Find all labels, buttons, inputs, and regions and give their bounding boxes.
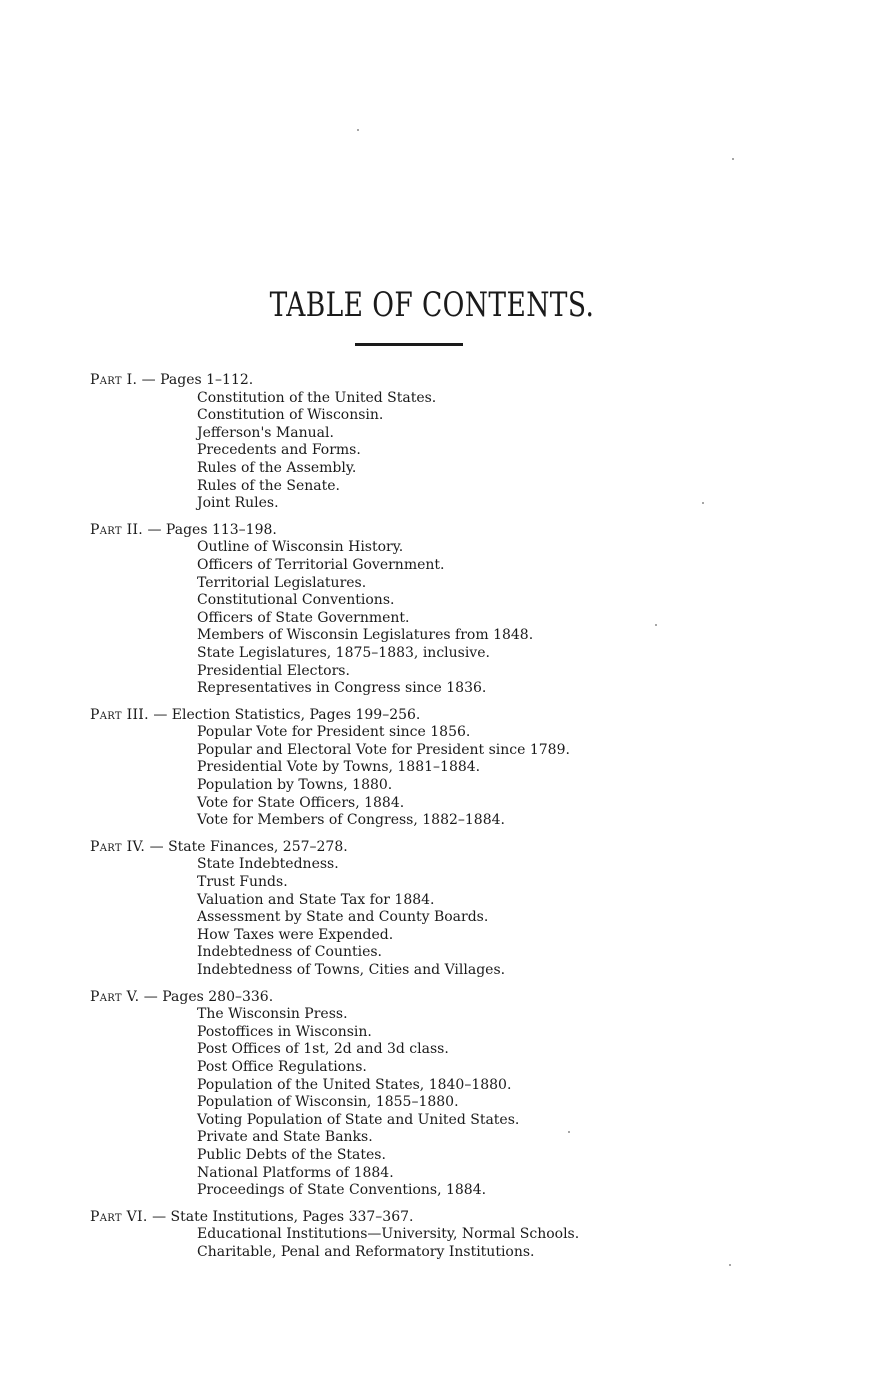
part-items [90,1226,810,1261]
toc-entry: Private and State Banks. [197,1129,373,1146]
toc-entry: Trust Funds. [197,874,288,891]
toc-entry: The Wisconsin Press. [197,1006,348,1023]
part-heading [90,839,810,857]
toc-part [90,839,810,980]
toc-entry: Officers of State Government. [197,609,410,626]
toc-entry: Outline of Wisconsin History. [197,539,404,556]
toc-entry: Educational Institutions—University, Normal Schools. [197,1226,580,1243]
toc-entry: Officers of Territorial Government. [197,556,445,573]
toc-entry: Population by Towns, 1880. [197,777,393,794]
part-label: Part I. [90,372,138,388]
toc-part [90,1209,810,1262]
toc-entry: Constitutional Conventions. [197,592,395,609]
toc-entry: Valuation and State Tax for 1884. [197,891,435,908]
part-description: — Pages 280–336. [143,988,274,1005]
toc-entry: Joint Rules. [197,495,279,512]
toc-entry: Voting Population of State and United States. [197,1111,520,1128]
toc-entry: Proceedings of State Conventions, 1884. [197,1182,487,1199]
toc-entry: Members of Wisconsin Legislatures from 1848. [197,627,534,644]
toc-entry: National Platforms of 1884. [197,1164,394,1181]
toc-entry: Constitution of the United States. [197,389,437,406]
toc-entry: Post Offices of 1st, 2d and 3d class. [197,1041,449,1058]
part-items [90,390,810,513]
part-description: — State Institutions, Pages 337–367. [152,1208,414,1225]
toc-entry: State Legislatures, 1875–1883, inclusive. [197,644,490,661]
toc-entry: Rules of the Senate. [197,477,340,494]
toc-part [90,522,810,698]
toc-part [90,372,810,513]
toc-entry: Population of Wisconsin, 1855–1880. [197,1094,459,1111]
scan-speck [732,158,734,160]
toc-entry: Popular and Electoral Vote for President since 1789. [197,741,570,758]
scan-speck [729,1264,731,1266]
part-description: — Pages 113–198. [147,521,277,538]
part-items [90,724,810,830]
scan-speck [568,1131,570,1133]
part-label: Part II. [90,521,144,538]
part-heading [90,707,810,725]
part-label: Part IV. [90,838,146,855]
part-description: — Pages 1–112. [141,372,254,388]
part-label: Part III. [90,706,149,723]
toc-entry: Assessment by State and County Boards. [197,909,489,926]
part-label: Part V. [90,988,140,1005]
toc-entry: Representatives in Congress since 1836. [197,680,487,697]
toc-entry: Presidential Electors. [197,662,350,679]
toc-entry: Precedents and Forms. [197,442,361,459]
toc-entry: Population of the United States, 1840–1880. [197,1076,512,1093]
page-title: TABLE OF CONTENTS. [269,284,595,325]
toc-entry: Territorial Legislatures. [197,574,367,591]
toc-entry: Public Debts of the States. [197,1146,386,1163]
part-description: — Election Statistics, Pages 199–256. [153,706,421,723]
part-items [90,856,810,979]
toc-entry: Jefferson's Manual. [197,424,334,441]
toc-entry: Vote for Members of Congress, 1882–1884. [197,812,505,829]
toc-part [90,707,810,830]
toc-entry: Post Office Regulations. [197,1058,367,1075]
toc-entry: Charitable, Penal and Reformatory Institutions. [197,1243,535,1260]
toc-entry: How Taxes were Expended. [197,926,394,943]
table-of-contents [90,372,810,1271]
scan-speck [702,502,704,504]
part-items [90,539,810,697]
scan-speck [655,624,657,626]
toc-entry: Presidential Vote by Towns, 1881–1884. [197,759,481,776]
part-heading [90,989,810,1007]
scan-speck [357,129,359,131]
part-heading [90,522,810,540]
part-label: Part VI. [90,1208,148,1225]
title-rule [355,343,463,346]
toc-part [90,989,810,1200]
part-description: — State Finances, 257–278. [149,838,348,855]
toc-entry: Postoffices in Wisconsin. [197,1023,372,1040]
toc-entry: Indebtedness of Towns, Cities and Villages. [197,962,506,978]
toc-entry: Indebtedness of Counties. [197,944,383,961]
toc-entry: Vote for State Officers, 1884. [197,794,405,811]
toc-entry: Constitution of Wisconsin. [197,407,384,424]
part-heading [90,1209,810,1227]
part-heading [90,372,810,390]
part-items [90,1006,810,1200]
toc-entry: Popular Vote for President since 1856. [197,724,471,741]
toc-entry: Rules of the Assembly. [197,459,357,476]
toc-entry: State Indebtedness. [197,856,339,873]
